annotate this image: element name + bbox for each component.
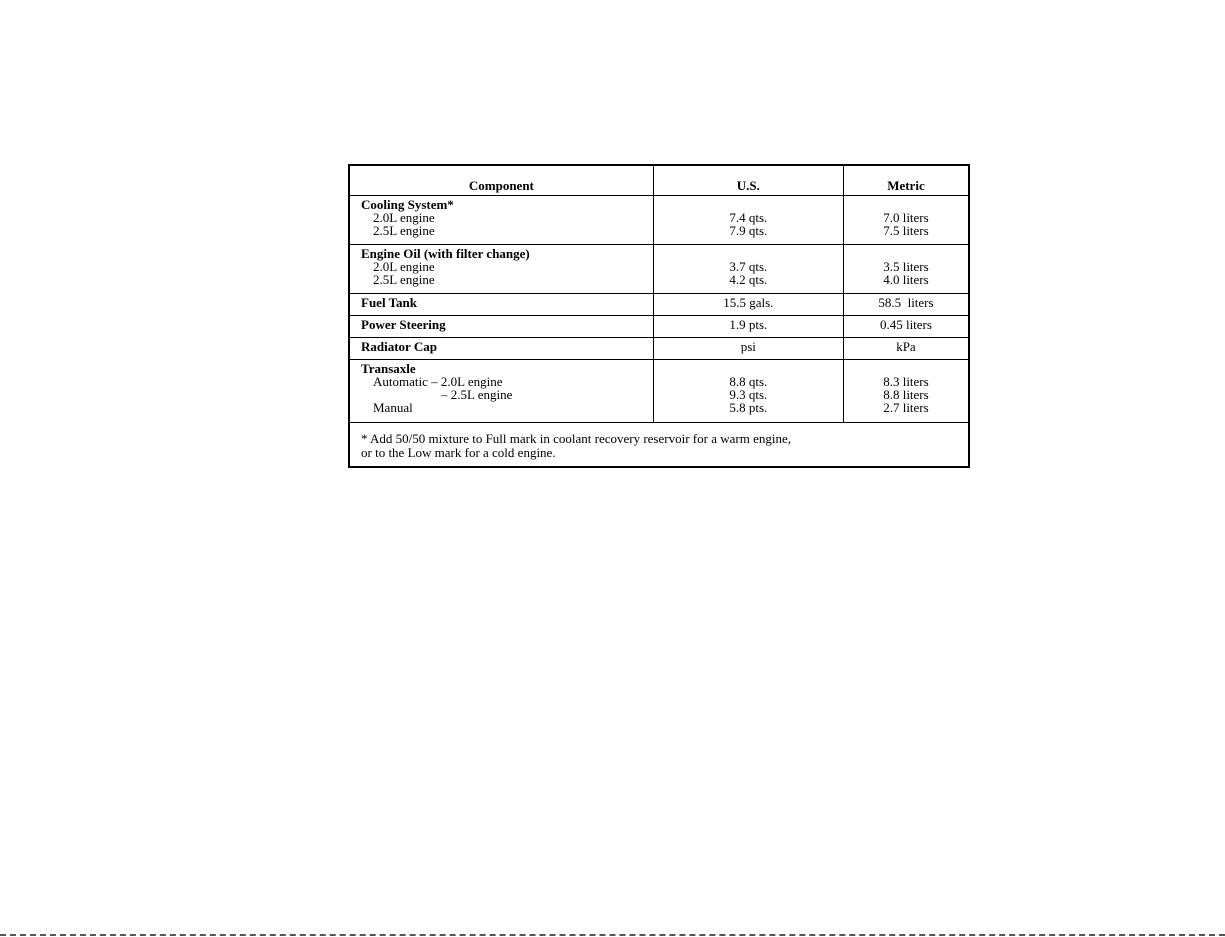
component-sub: 2.5L engine <box>373 222 435 238</box>
component-sub: Automatic – 2.0L engine <box>373 373 503 389</box>
component-cell <box>349 244 653 293</box>
component-title: Radiator Cap <box>361 338 437 354</box>
metric-value <box>844 198 968 211</box>
metric-value: kPa <box>896 338 916 354</box>
metric-value: 7.0 liters <box>883 209 929 225</box>
component-cell <box>349 359 653 422</box>
metric-value: 0.45 liters <box>879 316 932 332</box>
us-cell <box>653 293 843 315</box>
table-row-engine-oil <box>349 244 969 293</box>
metric-value <box>844 247 968 260</box>
component-title: Power Steering <box>361 316 446 332</box>
metric-value: 58.5 liters <box>878 294 934 310</box>
component-title: Fuel Tank <box>361 294 418 310</box>
us-value: 1.9 pts. <box>729 316 768 332</box>
component-sub: 2.0L engine <box>373 258 435 274</box>
component-cell <box>349 293 653 315</box>
us-value <box>654 247 843 260</box>
metric-value: 8.3 liters <box>883 373 929 389</box>
component-cell <box>349 195 653 244</box>
table-row-cooling-system <box>349 195 969 244</box>
header-metric: Metric <box>843 165 969 195</box>
header-row <box>349 165 969 195</box>
metric-value <box>844 362 968 375</box>
component-title: Engine Oil (with filter change) <box>361 245 530 261</box>
us-cell <box>653 315 843 337</box>
table-footnote-row <box>349 422 969 467</box>
component-sub: – 2.5L engine <box>441 386 513 402</box>
metric-value: 3.5 liters <box>883 258 929 274</box>
us-cell <box>653 359 843 422</box>
page-bottom-rule <box>0 934 1225 936</box>
us-value: 4.2 qts. <box>729 271 768 287</box>
metric-cell <box>843 337 969 359</box>
component-title: Transaxle <box>361 360 416 376</box>
metric-cell <box>843 315 969 337</box>
us-value: 7.4 qts. <box>729 209 768 225</box>
metric-value: 8.8 liters <box>883 386 929 402</box>
us-cell <box>653 244 843 293</box>
us-cell <box>653 195 843 244</box>
metric-value: 7.5 liters <box>883 222 929 238</box>
us-value: psi <box>740 338 756 354</box>
footnote-line: or to the Low mark for a cold engine. <box>361 444 556 460</box>
us-value: 15.5 gals. <box>723 294 774 310</box>
component-sub: Manual <box>373 399 413 415</box>
metric-value: 2.7 liters <box>883 399 929 415</box>
us-value: 9.3 qts. <box>729 386 768 402</box>
header-us: U.S. <box>653 165 843 195</box>
metric-value: 4.0 liters <box>883 271 929 287</box>
us-cell <box>653 337 843 359</box>
table-row-fuel-tank <box>349 293 969 315</box>
us-value: 3.7 qts. <box>729 258 768 274</box>
us-value: 7.9 qts. <box>729 222 768 238</box>
component-title: Cooling System* <box>361 196 454 212</box>
component-cell <box>349 315 653 337</box>
metric-cell <box>843 195 969 244</box>
us-value <box>654 362 843 375</box>
footnote-line: * Add 50/50 mixture to Full mark in coolant recovery reservoir for a warm engine, <box>361 430 791 446</box>
table-row-radiator-cap <box>349 337 969 359</box>
header-component: Component <box>349 165 653 195</box>
metric-cell <box>843 293 969 315</box>
table-row-transaxle <box>349 359 969 422</box>
table-row-power-steering <box>349 315 969 337</box>
metric-cell <box>843 359 969 422</box>
component-sub: 2.0L engine <box>373 209 435 225</box>
footnote-cell <box>349 422 969 467</box>
capacities-table <box>348 164 970 468</box>
us-value: 8.8 qts. <box>729 373 768 389</box>
component-cell <box>349 337 653 359</box>
metric-cell <box>843 244 969 293</box>
us-value <box>654 198 843 211</box>
us-value: 5.8 pts. <box>729 399 768 415</box>
component-sub: 2.5L engine <box>373 271 435 287</box>
